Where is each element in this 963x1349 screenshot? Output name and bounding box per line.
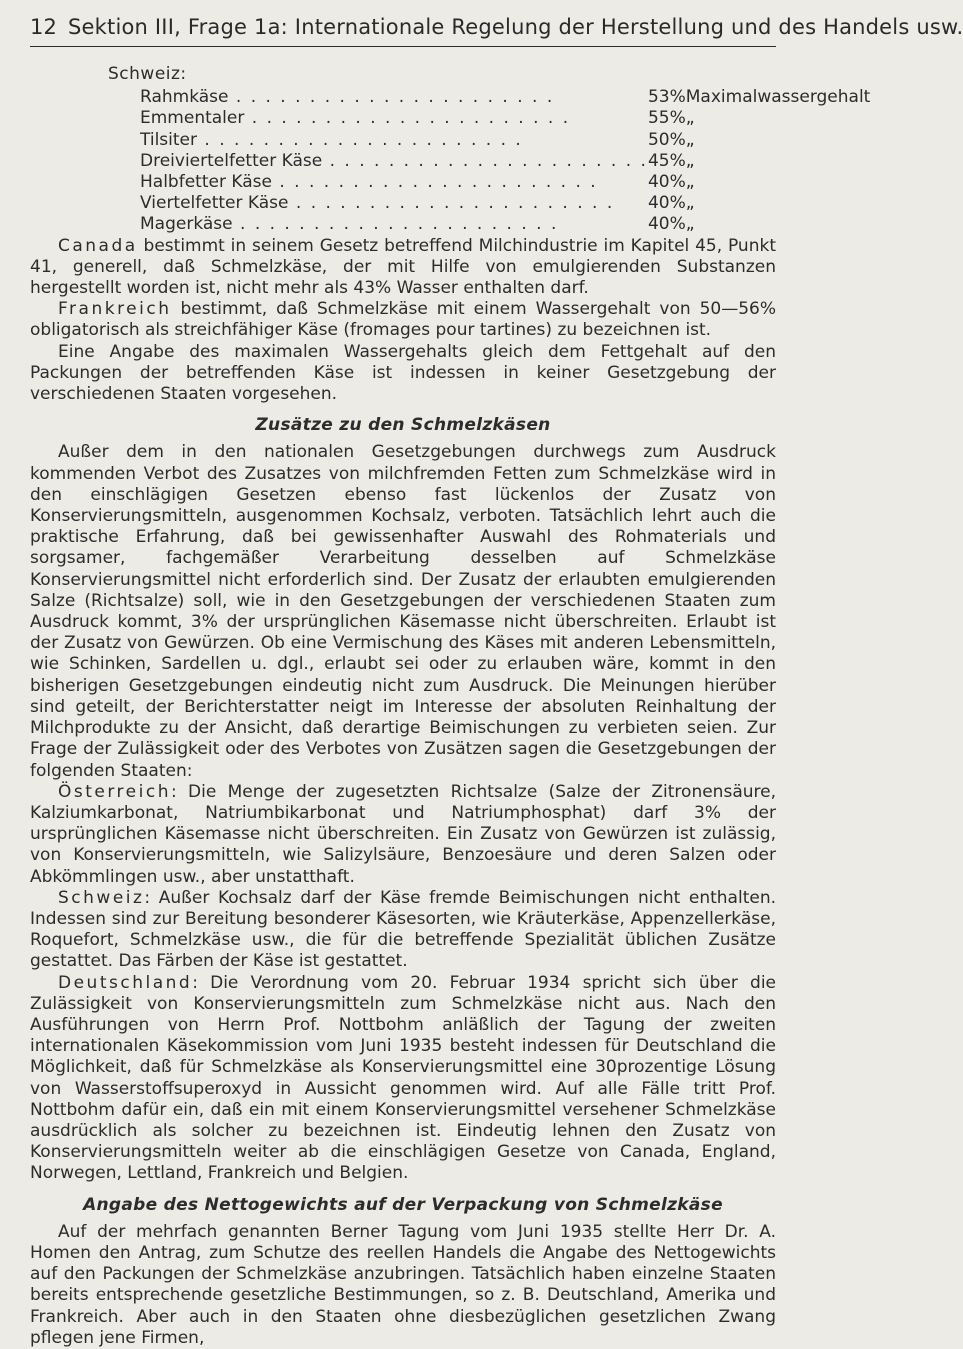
cheese-percent: 45% [647,150,686,171]
country-canada: Canada [58,235,138,256]
cheese-percent: 40% [647,193,686,214]
cheese-percent: 55% [647,108,686,129]
country-frankreich: Frankreich [58,299,172,320]
water-content-table-body [140,87,870,235]
cheese-name-cell [140,87,648,108]
table-row [140,130,870,151]
leader-dots: . . . . . . . . . . . . . . . . . . . . . . [232,214,559,235]
page-number: 12 [30,15,58,39]
cheese-note: „ [685,150,695,171]
table-row [140,108,870,129]
country-schweiz: Schweiz [58,887,145,908]
section-title-zusaetze: Zusätze zu den Schmelzkäsen [255,415,551,436]
paragraph-oesterreich [30,782,776,888]
cheese-percent: 50% [647,129,686,150]
schweiz-heading: Schweiz: [108,64,187,84]
document-body [30,64,871,1349]
cheese-name: Rahmkäse [140,87,229,108]
canada-text: bestimmt in seinem Gesetz betreffend Milchindustrie im Kapitel 45, Punkt 41, generell, daß Schmelzkäse, der mit Hilfe von emulgierenden Substanzen hergestellt worden ist, nicht mehr als 43% Wasser enthalten darf. [30,235,776,299]
running-title: Sektion III, Frage 1a: Internationale Regelung der Herstellung und des Handels usw. [68,15,963,39]
paragraph-deutschland [30,973,776,1185]
table-row [140,172,870,193]
cheese-note: „ [685,193,695,214]
cheese-note: „ [685,108,695,129]
table-row [140,151,870,172]
leader-dots: . . . . . . . . . . . . . . . . . . . . . . [244,108,571,129]
paragraph-schweiz [30,888,776,973]
paragraph-nettogewicht: Auf der mehrfach genannten Berner Tagung vom Juni 1935 stellte Herr Dr. A. Homen den Antrag, zum Schutze des reellen Handels die Angabe des Nettogewichts auf den Packungen der Schmelzkäse anzubringen. Tatsächlich haben einzelne Staaten bereits entsprechende gesetzliche Bestimmungen, so z. B. Deutschland, Amerika und Frankreich. Aber auch in den Staaten ohne diesbezüglichen gesetzlichen Zwang pflegen jene Firmen, [30,1221,776,1348]
cheese-name: Emmentaler [140,108,245,129]
cheese-name: Viertelfetter Käse [140,193,289,214]
section-title-nettogewicht: Angabe des Nettogewichts auf der Verpackung von Schmelzkäse [83,1194,723,1215]
water-content-table [140,87,870,235]
oesterreich-text: : Die Menge der zugesetzten Richtsalze (Salze der Zitronensäure, Kalziumkarbonat, Natriumbikarbonat und Natriumphosphat) darf 3% der ursprünglichen Käsemasse nicht überschreiten. Ein Zusatz von Gewürzen ist zulässig, von Konservierungsmitteln, wie Salizylsäure, Benzoesäure und deren Salzen oder Abkömmlingen usw., aber unstatthaft. [30,781,776,887]
deutschland-text: : Die Verordnung vom 20. Februar 1934 spricht sich über die Zulässigkeit von Konservierungsmitteln zum Schmelzkäse nicht aus. Nach den Ausführungen von Herrn Prof. Nottbohm anläßlich der Tagung der zweiten internationalen Käsekommission vom Juni 1935 besteht indessen für Deutschland die Möglichkeit, daß für Schmelzkäse als Konservierungsmittel eine 30prozentige Lösung von Wasserstoffsuperoxyd in Aussicht genommen wird. Auf alle Fälle tritt Prof. Nottbohm dafür ein, daß ein mit einem Konservierungsmittel versehener Schmelzkäse ausdrücklich als solcher zu bezeichnen ist. Eindeutig lehnen den Zusatz von Konservierungsmitteln weiter ab die einschlägigen Gesetze von Canada, England, Norwegen, Lettland, Frankreich und Belgien. [30,972,776,1184]
paragraph-canada [30,236,776,300]
table-row [140,87,870,108]
cheese-name: Magerkäse [140,214,233,235]
paragraph-zusaetze-intro: Außer dem in den nationalen Gesetzgebungen durchwegs zum Ausdruck kommenden Verbot des Zusatzes von milchfremden Fetten zum Schmelzkäse wird in den einschlägigen Gesetzen ebenso fast lückenlos der Zusatz von Konservierungsmitteln, ausgenommen Kochsalz, verboten. Tatsächlich lehrt auch die praktische Erfahrung, daß bei gewissenhafter Auswahl des Rohmaterials und sorgsamer, fachgemäßer Verarbeitung desselben auf Schmelzkäse Konservierungsmittel nicht erforderlich sind. Der Zusatz der erlaubten emulgierenden Salze (Richtsalze) soll, wie in den Gesetzgebungen der verschiedenen Staaten zum Ausdruck kommt, 3% der ursprünglichen Käsemasse nicht überschreiten. Erlaubt ist der Zusatz von Gewürzen. Ob eine Vermischung des Käses mit anderen Lebensmitteln, wie Schinken, Sardellen u. dgl., erlaubt sei oder zu erlauben wäre, kommt in den bisherigen Gesetzgebungen eindeutig nicht zum Ausdruck. Die Meinungen hierüber sind geteilt, der Berichterstatter neigt im Interesse der absoluten Reinhaltung der Milchprodukte zu der Ansicht, daß derartige Beimischungen zu verbieten seien. Zur Frage der Zulässigkeit oder des Verbotes von Zusätzen sagen die Gesetzgebungen der folgenden Staaten: [30,442,776,781]
cheese-name-cell [140,151,648,172]
cheese-name-cell [140,130,648,151]
leader-dots: . . . . . . . . . . . . . . . . . . . . . . [197,129,523,150]
country-oesterreich: Österreich [58,781,171,802]
frankreich-text: bestimmt, daß Schmelzkäse mit einem Wassergehalt von 50—56% obligatorisch als streichfähiger Käse (fromages pour tartines) zu bezeichnen ist. [30,299,776,341]
cheese-note: Maximalwassergehalt [685,87,871,108]
cheese-name: Dreiviertelfetter Käse [140,150,323,171]
cheese-percent: 40% [647,172,686,193]
paragraph-angabe: Eine Angabe des maximalen Wassergehalts gleich dem Fettgehalt auf den Packungen der betreffenden Käse ist indessen in keiner Gesetzgebung der verschiedenen Staaten vorgesehen. [30,341,776,405]
country-deutschland: Deutschland [58,972,193,993]
table-row [140,214,870,235]
schweiz-text: : Außer Kochsalz darf der Käse fremde Beimischungen nicht enthalten. Indessen sind zur Bereitung besonderer Käsesorten, wie Kräuterkäse, Appenzellerkäse, Roquefort, Schmelzkäse usw., die für die betreffende Spezialität üblichen Zusätze gestattet. Das Färben der Käse ist gestattet. [30,887,776,972]
leader-dots: . . . . . . . . . . . . . . . . . . . . . . [288,193,615,214]
cheese-name-cell [140,214,648,235]
cheese-note: „ [685,214,695,235]
cheese-percent: 40% [647,214,686,235]
cheese-percent: 53% [647,87,686,108]
leader-dots: . . . . . . . . . . . . . . . . . . . . . . [228,87,555,108]
cheese-name-cell [140,193,648,214]
cheese-name-cell [140,108,648,129]
cheese-note: „ [685,129,695,150]
cheese-note: „ [685,172,695,193]
cheese-name-cell [140,172,648,193]
cheese-name: Halbfetter Käse [140,172,272,193]
leader-dots: . . . . . . . . . . . . . . . . . . . . . . [271,172,598,193]
paragraph-frankreich [30,299,776,341]
running-header [30,14,963,47]
leader-dots: . . . . . . . . . . . . . . . . . . . . . . [322,150,648,171]
table-row [140,193,870,214]
cheese-name: Tilsiter [140,129,198,150]
